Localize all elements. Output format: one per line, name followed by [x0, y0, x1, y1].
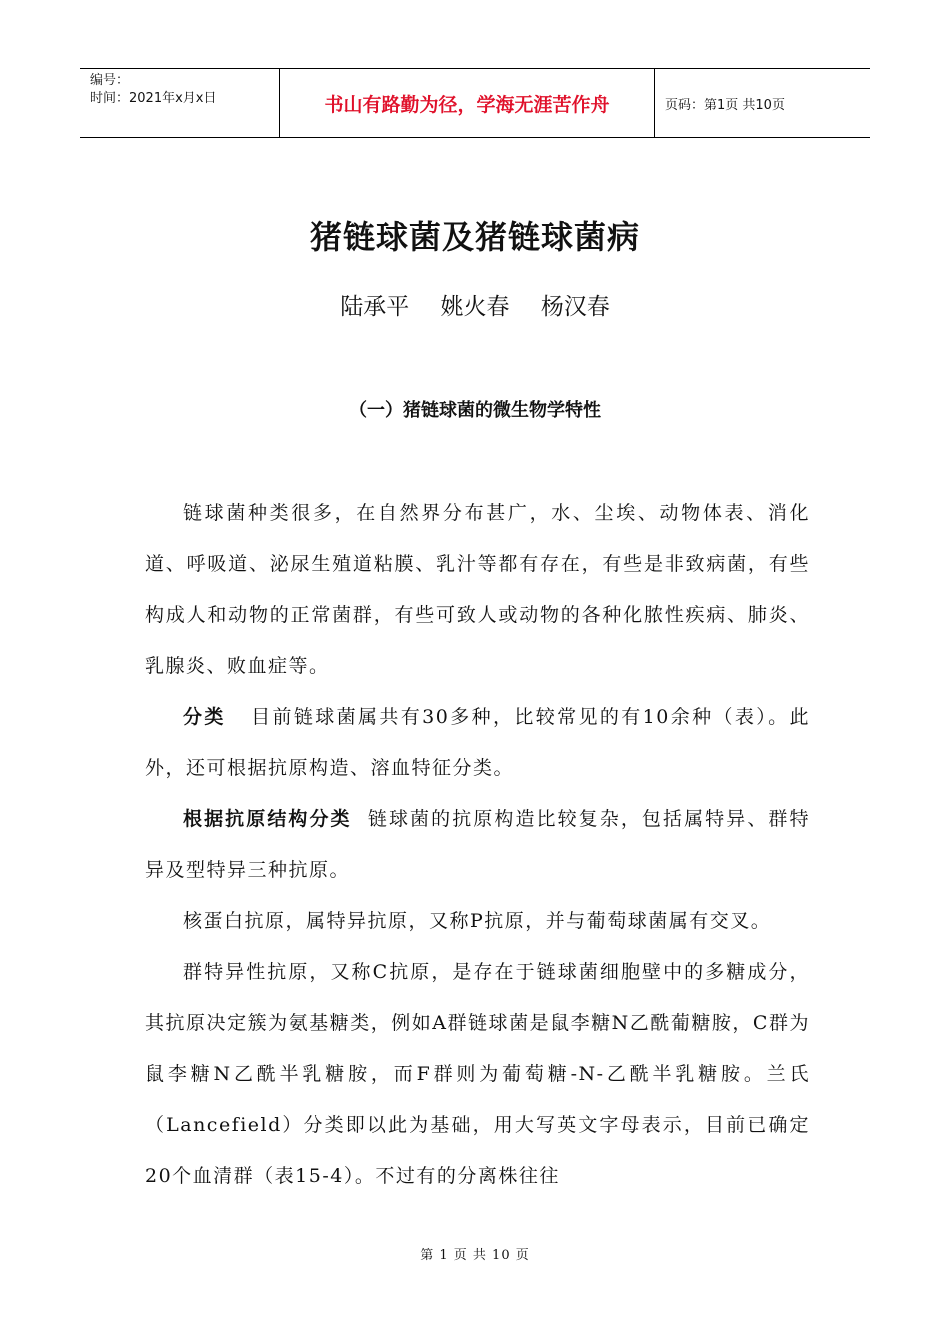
- paragraph: [145, 692, 810, 794]
- paragraph: 群特异性抗原，又称C抗原，是存在于链球菌细胞壁中的多糖成分，其抗原决定簇为氨基糖类，例如A群链球菌是鼠李糖N乙酰葡糖胺，C群为鼠李糖N乙酰半乳糖胺，而F群则为葡萄糖-N-乙酰半乳糖胺。兰氏（Lancefield）分类即以此为基础，用大写英文字母表示，目前已确定20个血清群（表15-4）。不过有的分离株往往: [145, 961, 810, 1187]
- motto: 书山有路勤为径，学海无涯苦作舟: [280, 69, 655, 137]
- section-heading: （一）猪链球菌的微生物学特性: [349, 400, 601, 421]
- document-title: 猪链球菌及猪链球菌病: [309, 218, 640, 256]
- paragraph: 链球菌种类很多，在自然界分布甚广，水、尘埃、动物体表、消化道、呼吸道、泌尿生殖道粘膜、乳汁等都有存在，有些是非致病菌，有些构成人和动物的正常菌群，有些可致人或动物的各种化脓性疾病、肺炎、乳腺炎、败血症等。: [145, 502, 810, 677]
- paragraph: 核蛋白抗原，属特异抗原，又称P抗原，并与葡萄球菌属有交叉。: [183, 910, 772, 932]
- authors: [0, 288, 950, 321]
- paragraph-text: 目前链球菌属共有30多种，比较常见的有10余种（表）。此外，还可根据抗原构造、溶血特征分类。: [145, 706, 811, 779]
- author: 陆承平: [340, 294, 410, 320]
- time-label: 时间：2021年x月x日: [90, 91, 217, 106]
- author: 杨汉春: [540, 294, 610, 320]
- page-footer: 第 1 页 共 10 页: [420, 1248, 530, 1263]
- author: 姚火春: [440, 294, 510, 320]
- paragraph-label: 根据抗原结构分类: [183, 808, 352, 830]
- header-table: [80, 68, 870, 138]
- page-code: 页码：第1页 共10页: [665, 97, 785, 113]
- paragraph: [145, 794, 810, 896]
- paragraph-label: 分类: [183, 706, 226, 728]
- number-label: 编号：: [90, 73, 130, 88]
- body-text: [145, 488, 810, 1202]
- header-meta-cell: [80, 69, 280, 137]
- paragraph-text: 链球菌的抗原构造比较复杂，包括属特异、群特异及型特异三种抗原。: [145, 808, 810, 881]
